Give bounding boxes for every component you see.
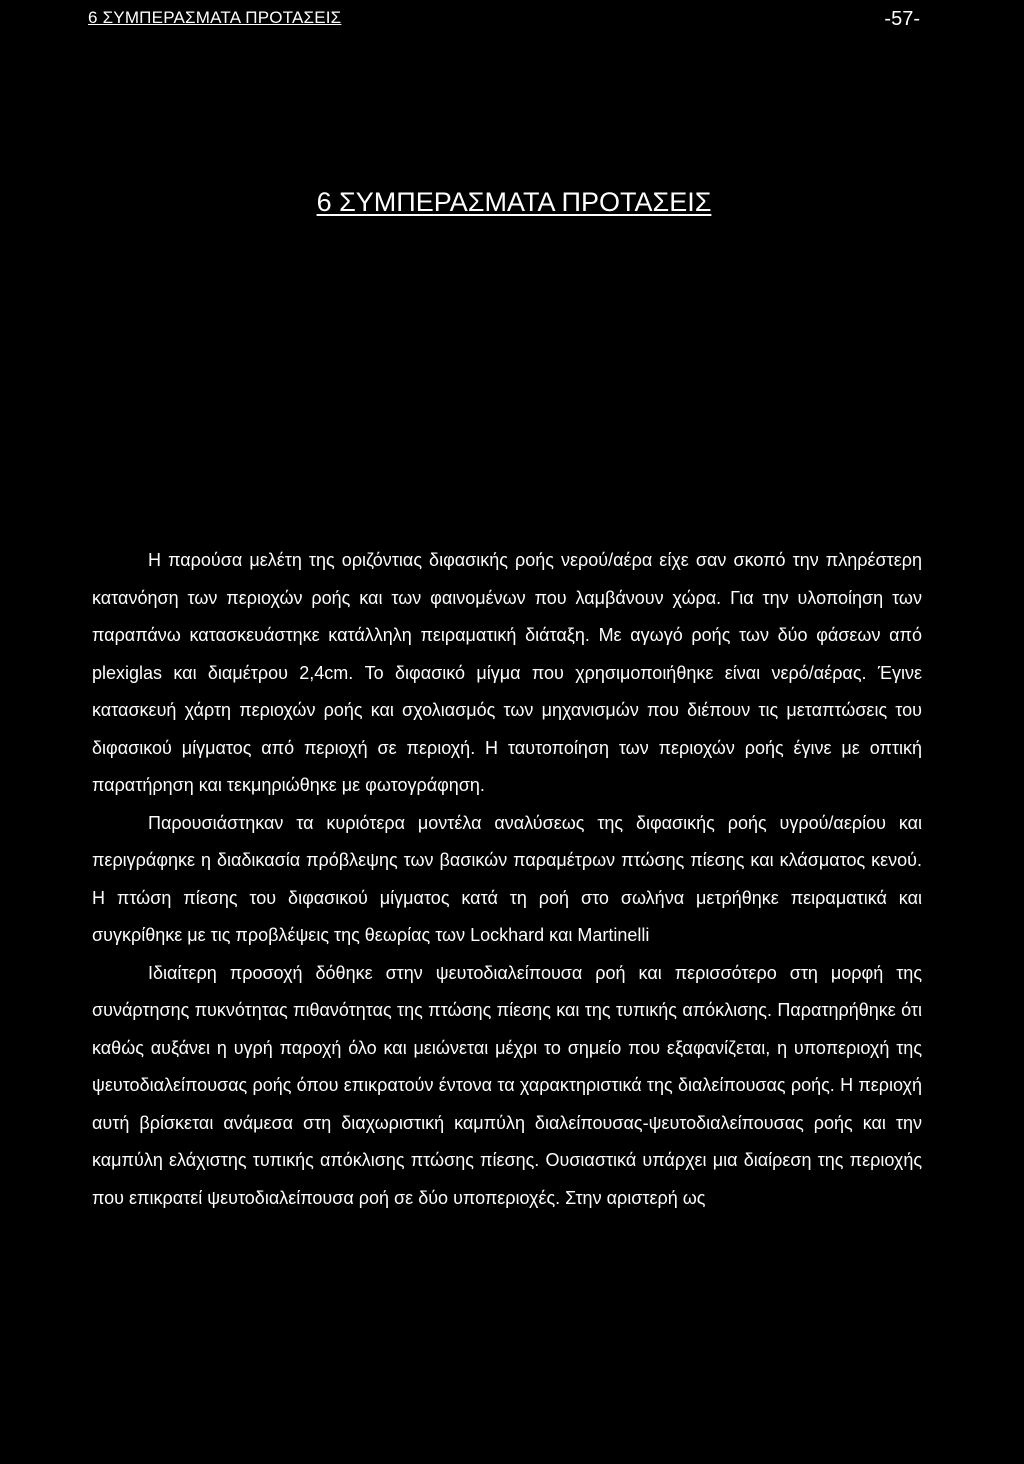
chapter-title: 6 ΣΥΜΠΕΡΑΣΜΑΤΑ ΠΡΟΤΑΣΕΙΣ bbox=[316, 187, 712, 217]
running-header bbox=[88, 8, 920, 32]
running-header-title: 6 ΣΥΜΠΕΡΑΣΜΑΤΑ ΠΡΟΤΑΣΕΙΣ bbox=[88, 8, 342, 27]
paragraph-models: Παρουσιάστηκαν τα κυριότερα μοντέλα αναλύσεως της διφασικής ροής υγρού/αερίου και περιγράφηκε η διαδικασία πρόβλεψης των βασικών παραμέτρων πτώσης πίεσης και κλάσματος κενού. Η πτώση πίεσης του διφασικού μίγματος κατά τη ροή στο σωλήνα μετρήθηκε πειραματικά και συγκρίθηκε με τις προβλέψεις της θεωρίας των Lockhard και Martinelli bbox=[92, 812, 922, 945]
page-number: -57- bbox=[884, 8, 920, 30]
paragraph-pseudo-slug: Ιδιαίτερη προσοχή δόθηκε στην ψευτοδιαλείπουσα ροή και περισσότερο στη μορφή της συνάρτησης πυκνότητας πιθανότητας της πτώσης πίεσης και της τυπικής απόκλισης. Παρατηρήθηκε ότι καθώς αυξάνει η υγρή παροχή όλο και μειώνεται μέχρι το σημείο που εξαφανίζεται, η υποπεριοχή της ψευτοδιαλείπουσας ροής όπου επικρατούν έντονα τα χαρακτηριστικά της διαλείπουσας ροής. Η περιοχή αυτή βρίσκεται ανάμεσα στη διαχωριστική καμπύλη διαλείπουσας-ψευτοδιαλείπουσας ροής και την καμπύλη ελάχιστης τυπικής απόκλισης πτώσης πίεσης. Ουσιαστικά υπάρχει μια διαίρεση της περιοχής που επικρατεί ψευτοδιαλείπουσα ροή σε δύο υποπεριοχές. Στην αριστερή ως bbox=[92, 962, 922, 1208]
body-text bbox=[92, 542, 922, 1217]
paragraph-intro: Η παρούσα μελέτη της οριζόντιας διφασικής ροής νερού/αέρα είχε σαν σκοπό την πληρέστερη κατανόηση των περιοχών ροής και των φαινομένων που λαμβάνουν χώρα. Για την υλοποίηση των παραπάνω κατασκευάστηκε κατάλληλη πειραματική διάταξη. Με αγωγό ροής των δύο φάσεων από plexiglas και διαμέτρου 2,4cm. Το διφασικό μίγμα που χρησιμοποιήθηκε είναι νερό/αέρας. Έγινε κατασκευή χάρτη περιοχών ροής και σχολιασμός των μηχανισμών που διέπουν τις μεταπτώσεις του διφασικού μίγματος από περιοχή σε περιοχή. Η ταυτοποίηση των περιοχών ροής έγινε με οπτική παρατήρηση και τεκμηριώθηκε με φωτογράφηση. bbox=[92, 550, 922, 795]
